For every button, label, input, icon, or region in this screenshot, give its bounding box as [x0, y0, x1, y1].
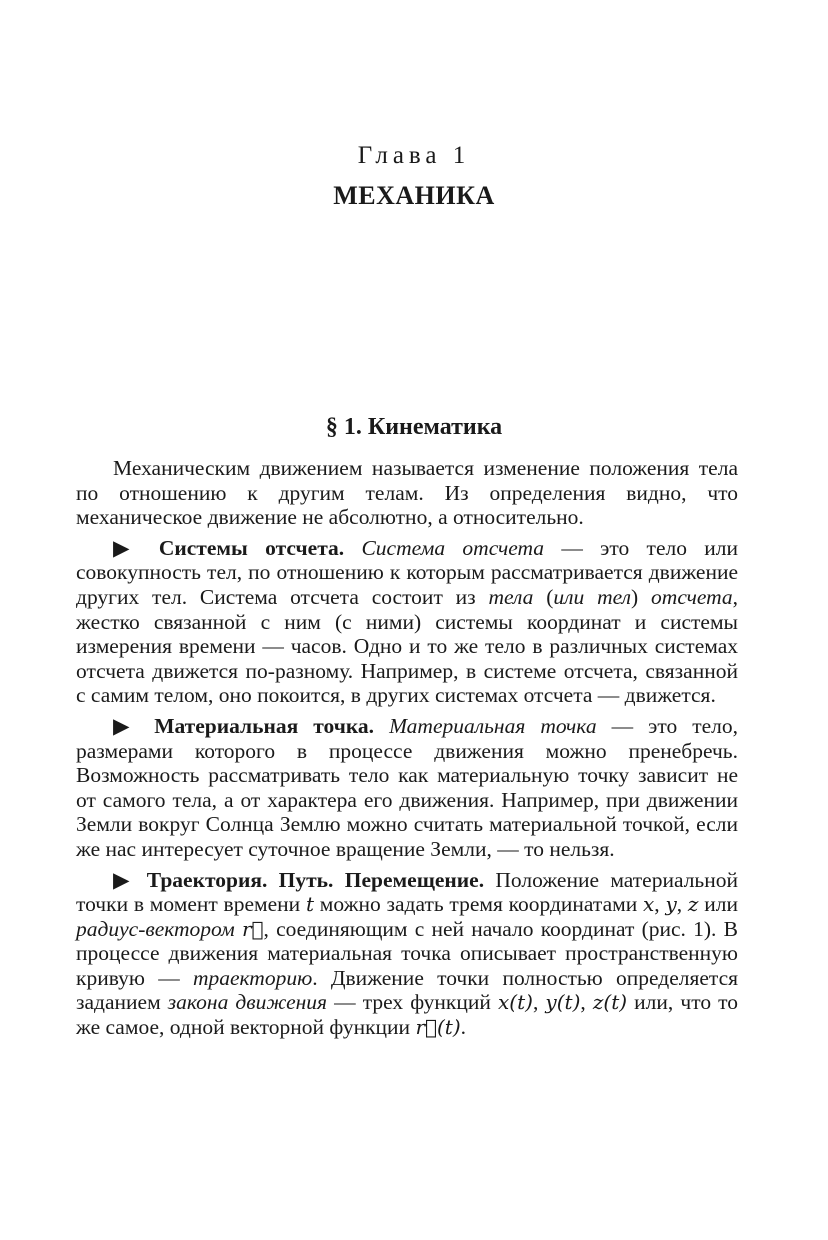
- text-run: — это тело или совокупность тел, по отношению к которым рассматривается движение других тел. Система отсчета состоит из: [76, 535, 739, 609]
- paragraph-heading: Траектория. Путь. Перемещение.: [146, 867, 485, 892]
- text-run: . Движение точки полностью определяется заданием: [76, 965, 738, 1015]
- text-run: ,: [654, 892, 666, 917]
- text-run: — трех функций: [327, 990, 498, 1015]
- math-arg: (t): [509, 990, 533, 1015]
- math-var: z: [592, 990, 604, 1015]
- math-arg: (t): [603, 990, 628, 1015]
- vector-r: r⃗: [415, 1015, 437, 1040]
- term: Материальная точка: [389, 713, 597, 738]
- triangle-marker-icon: ▶: [113, 713, 140, 738]
- paragraph-material-point: [76, 714, 738, 862]
- text-run: .: [460, 1015, 467, 1040]
- text-run: ,: [676, 892, 688, 917]
- paragraph-heading: Системы отсчета.: [158, 535, 345, 560]
- term: или тел: [553, 584, 632, 609]
- body-text: [76, 456, 738, 1046]
- text-run: , соединяющим с ней начало координат (рис. 1). В процессе движения материальная точка описывает пространственную кривую —: [76, 916, 738, 990]
- math-var: t: [305, 892, 314, 917]
- text-run: или, что то же самое, одной векторной функции: [76, 990, 739, 1040]
- text-run: ,: [580, 990, 593, 1015]
- math-var: y: [545, 990, 557, 1015]
- chapter-label: Глава 1: [357, 142, 471, 169]
- math-arg: (t): [437, 1015, 461, 1040]
- chapter-title: МЕХАНИКА: [333, 181, 495, 210]
- text-run: (: [533, 584, 554, 609]
- term: закона движения: [167, 990, 328, 1015]
- term: отсчета: [651, 584, 733, 609]
- math-var: y: [665, 892, 677, 917]
- term: траекторию: [192, 965, 313, 990]
- math-var: x: [643, 892, 655, 917]
- vector-r: r⃗: [241, 916, 264, 941]
- intro-paragraph: Механическим движением называется изменение положения тела по отношению к другим телам. Из определения видно, что механическое движение не абсолютно, а относительно.: [76, 456, 738, 530]
- term: тела: [488, 584, 534, 609]
- paragraph-trajectory: [76, 868, 738, 1040]
- term: радиус-вектором: [76, 916, 235, 941]
- text-run: ): [631, 584, 652, 609]
- text-run: , жестко связанной с ним (с ними) системы координат и системы измерения времени — часов. Одно и то же тело в различных системах отсчета движется по-разному. Например, в системе отсчета, связанной с самим телом, оно покоится, в других системах отсчета — движется.: [76, 584, 739, 708]
- triangle-marker-icon: ▶: [113, 535, 142, 560]
- triangle-marker-icon: ▶: [113, 867, 136, 892]
- text-run: ,: [532, 990, 546, 1015]
- math-var: x: [498, 990, 510, 1015]
- text-run: — это тело, размерами которого в процессе движения можно пренебречь. Возможность рассматривать тело как материальную точку зависит не от самого тела, а от характера его движения. Например, при движении Земли вокруг Солнца Землю можно считать материальной точкой, если же нас интересует суточное вращение Земли, — то нельзя.: [76, 713, 739, 861]
- text-run: можно задать тремя координатами: [314, 892, 644, 917]
- paragraph-heading: Материальная точка.: [154, 713, 375, 738]
- term: Система отсчета: [361, 535, 545, 560]
- text-run: Положение материальной точки в момент времени: [76, 867, 738, 917]
- paragraph-reference-systems: [76, 536, 738, 708]
- text-run: или: [698, 892, 738, 917]
- section-title: § 1. Кинематика: [325, 414, 503, 440]
- math-arg: (t): [556, 990, 581, 1015]
- math-var: z: [687, 892, 699, 917]
